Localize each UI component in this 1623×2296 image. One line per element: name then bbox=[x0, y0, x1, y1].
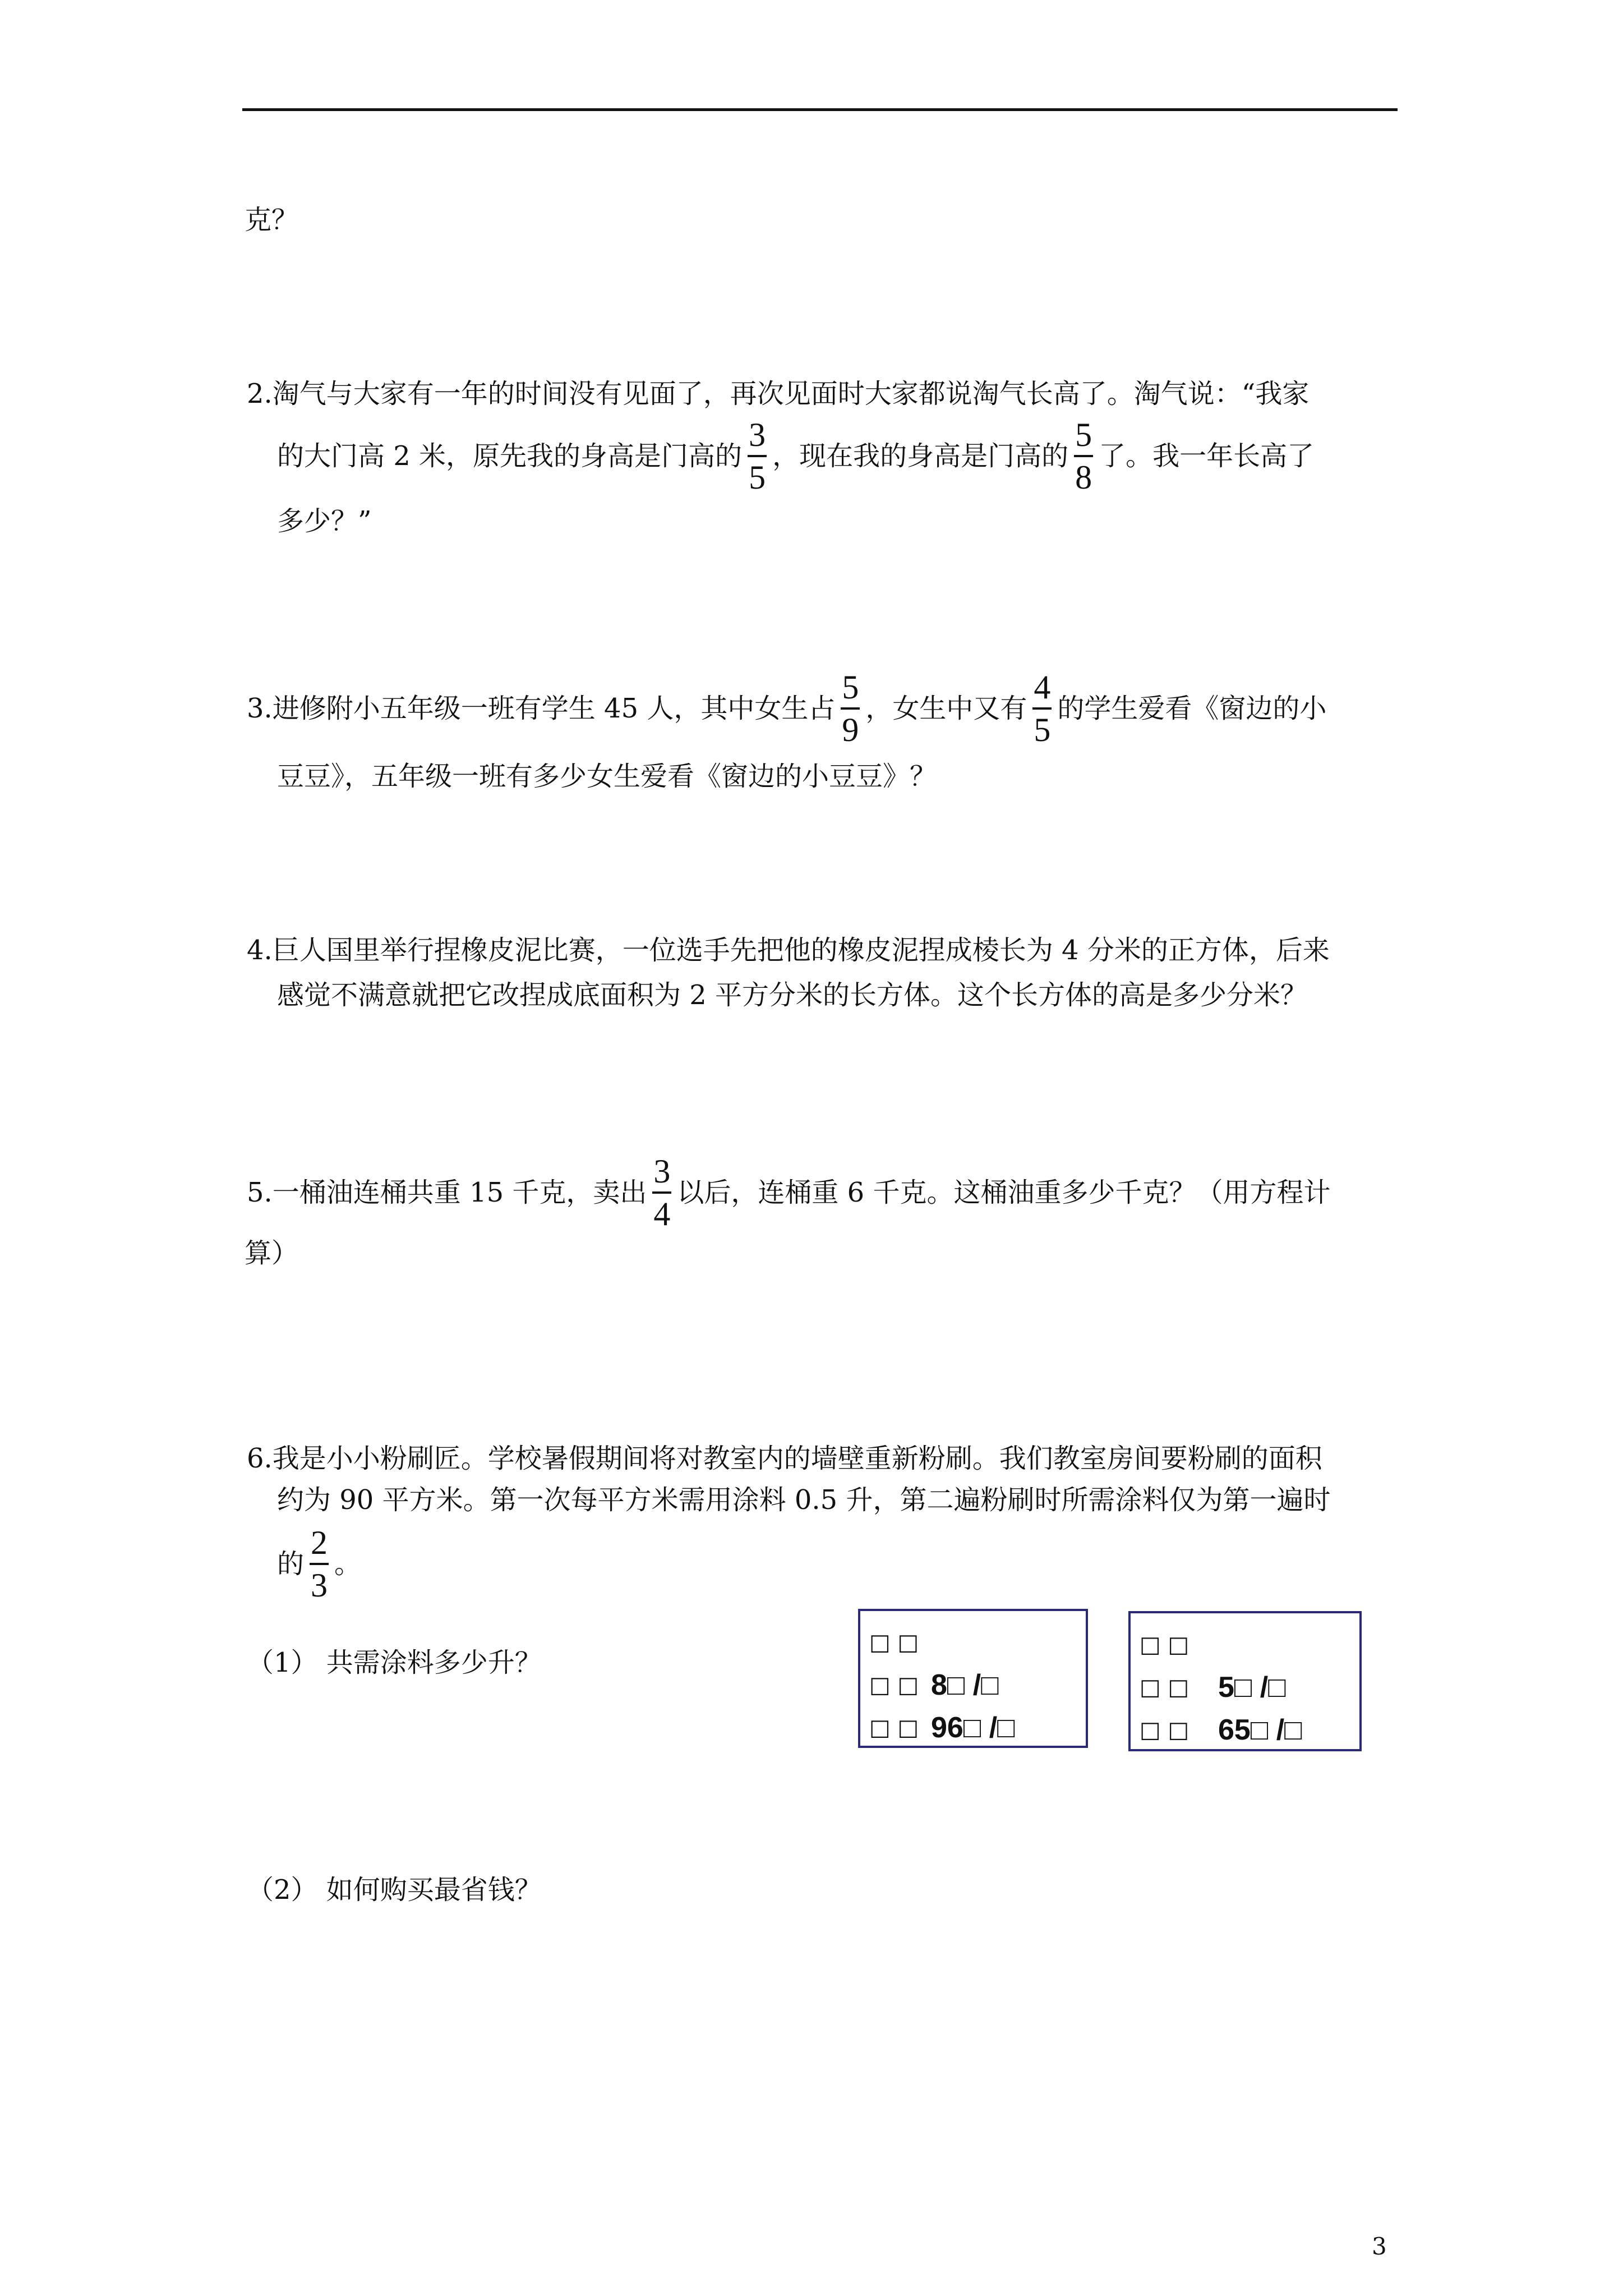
price-box-1-price-small: 8□ /□ bbox=[931, 1669, 999, 1701]
q5-text-a: 5.一桶油连桶共重 15 千克，卖出 bbox=[247, 1177, 647, 1208]
q4-line1: 4.巨人国里举行捏橡皮泥比赛，一位选手先把他的橡皮泥捏成棱长为 4 分米的正方体，后来 bbox=[247, 935, 1330, 966]
price-box-1-row1: □ □ bbox=[869, 1630, 919, 1655]
q2-text-b: ，现在我的身高是门高的 bbox=[772, 440, 1069, 472]
q2-fraction-3-5: $\frac{3}{5}$ bbox=[749, 416, 766, 496]
q6-fraction-2-3: $\frac{2}{3}$ bbox=[311, 1524, 328, 1604]
price-box-2-row1: □ □ bbox=[1140, 1632, 1189, 1658]
q2-line3: 多少？” bbox=[277, 505, 372, 537]
price-box-2-row2: □ □ 5□ /□ bbox=[1140, 1671, 1286, 1704]
price-box-2-price-small: 5□ /□ bbox=[1218, 1671, 1286, 1704]
price-box-1-row2: □ □ 8□ /□ bbox=[869, 1669, 999, 1701]
q3-text-b: ，女生中又有 bbox=[865, 693, 1027, 724]
q2-line1: 2.淘气与大家有一年的时间没有见面了，再次见面时大家都说淘气长高了。淘气说：“我家 bbox=[247, 378, 1310, 409]
q6-sub1: （1） 共需涂料多少升？ bbox=[247, 1647, 542, 1678]
q2-line2 bbox=[277, 418, 1314, 494]
price-box-1-row3: □ □ 96□ /□ bbox=[869, 1711, 1015, 1744]
q6-text-a: 的 bbox=[277, 1548, 305, 1580]
q6-text-b: 。 bbox=[334, 1548, 362, 1580]
header-rule bbox=[242, 108, 1398, 111]
q1-tail: 克？ bbox=[245, 204, 299, 236]
q5-text-b: 以后，连桶重 6 千克。这桶油重多少千克？（用方程计 bbox=[677, 1177, 1331, 1208]
q2-text-c: 了。我一年长高了 bbox=[1099, 440, 1315, 472]
q6-line1: 6.我是小小粉刷匠。学校暑假期间将对教室内的墙壁重新粉刷。我们教室房间要粉刷的面积 bbox=[247, 1443, 1322, 1474]
q3-fraction-4-5: $\frac{4}{5}$ bbox=[1034, 669, 1051, 748]
q6-line3 bbox=[277, 1526, 361, 1602]
q3-text-c: 的学生爱看《窗边的小 bbox=[1057, 693, 1327, 724]
price-box-1 bbox=[858, 1609, 1088, 1748]
q2-text-a: 的大门高 2 米，原先我的身高是门高的 bbox=[277, 440, 743, 472]
q5-line2: 算） bbox=[245, 1237, 299, 1269]
q3-line2: 豆豆》，五年级一班有多少女生爱看《窗边的小豆豆》？ bbox=[277, 761, 937, 792]
q5-fraction-3-4: $\frac{3}{4}$ bbox=[653, 1153, 671, 1232]
q3-line1 bbox=[247, 670, 1326, 747]
price-box-2-price-large: 65□ /□ bbox=[1218, 1714, 1302, 1746]
price-box-2 bbox=[1128, 1611, 1362, 1751]
price-box-1-price-large: 96□ /□ bbox=[931, 1711, 1015, 1744]
q4-line2: 感觉不满意就把它改捏成底面积为 2 平方分米的长方体。这个长方体的高是多少分米？ bbox=[277, 979, 1308, 1011]
q2-fraction-5-8: $\frac{5}{8}$ bbox=[1075, 416, 1092, 496]
q5-line1 bbox=[247, 1154, 1330, 1231]
q3-text-a: 3.进修附小五年级一班有学生 45 人，其中女生占 bbox=[247, 693, 836, 724]
q6-line2: 约为 90 平方米。第一次每平方米需用涂料 0.5 升，第二遍粉刷时所需涂料仅为第一遍时 bbox=[277, 1484, 1331, 1516]
q6-sub2: （2） 如何购买最省钱？ bbox=[247, 1874, 542, 1906]
price-box-2-row3: □ □ 65□ /□ bbox=[1140, 1714, 1302, 1746]
page-number: 3 bbox=[1372, 2233, 1387, 2260]
q3-fraction-5-9: $\frac{5}{9}$ bbox=[842, 669, 859, 748]
